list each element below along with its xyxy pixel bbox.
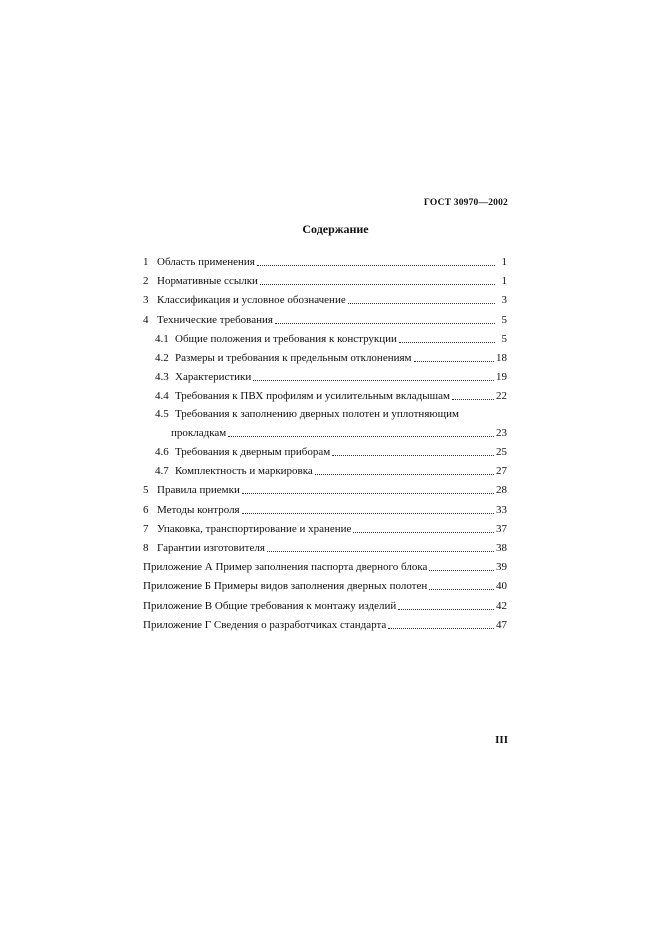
toc-appendix-title: Приложение Г Сведения о разработчиках стандарта bbox=[143, 618, 387, 631]
toc-entry-4-3[interactable] bbox=[143, 367, 507, 386]
toc-entry-title: Комплектность и маркировка bbox=[175, 465, 313, 478]
toc-leader-dots bbox=[267, 539, 494, 552]
toc-entry-2[interactable] bbox=[143, 271, 507, 290]
toc-entry-number: 1 bbox=[143, 256, 149, 268]
toc-entry-title: Гарантии изготовителя bbox=[157, 542, 265, 555]
toc-entry-number: 6 bbox=[143, 503, 149, 516]
toc-entry-page: 23 bbox=[496, 426, 507, 439]
toc-entry-number: 3 bbox=[143, 294, 149, 307]
toc-entry-number: 2 bbox=[143, 275, 149, 288]
toc-appendix-v[interactable] bbox=[143, 596, 507, 615]
toc-entry-page: 18 bbox=[496, 352, 507, 365]
toc-entry-title: Методы контроля bbox=[157, 503, 240, 516]
toc-entry-page: 33 bbox=[496, 503, 507, 516]
toc-entry-number: 4.6 bbox=[155, 446, 169, 459]
toc-entry-1[interactable] bbox=[143, 252, 507, 271]
toc-entry-title: Характеристики bbox=[175, 371, 252, 384]
toc-appendix-title: Приложение Б Примеры видов заполнения дверных полотен bbox=[143, 580, 428, 593]
toc-entry-page: 5 bbox=[501, 313, 507, 326]
toc-leader-dots bbox=[253, 368, 494, 381]
toc-leader-dots bbox=[228, 424, 494, 437]
document-code: ГОСТ 30970—2002 bbox=[423, 198, 508, 208]
toc-entry-number: 4.4 bbox=[155, 390, 169, 403]
toc-appendix-page: 40 bbox=[496, 580, 507, 593]
toc-entry-4-7[interactable] bbox=[143, 461, 507, 480]
toc-leader-dots bbox=[353, 520, 494, 533]
toc-entry-3[interactable] bbox=[143, 290, 507, 309]
toc-leader-dots bbox=[242, 501, 494, 514]
toc-entry-number: 4.7 bbox=[155, 465, 169, 478]
toc-leader-dots bbox=[388, 616, 494, 629]
toc-entry-number: 4.1 bbox=[155, 332, 169, 345]
toc-entry-title: Упаковка, транспортирование и хранение bbox=[157, 522, 352, 535]
toc-appendix-g[interactable] bbox=[143, 615, 507, 634]
toc-leader-dots bbox=[452, 387, 494, 400]
toc-entry-page: 27 bbox=[496, 465, 507, 478]
toc-appendix-a[interactable] bbox=[143, 557, 507, 576]
toc-appendix-b[interactable] bbox=[143, 576, 507, 595]
toc-leader-dots bbox=[275, 311, 495, 324]
toc-entry-title: Требования к дверным приборам bbox=[175, 446, 331, 459]
toc-entry-page: 28 bbox=[496, 484, 507, 497]
toc-leader-dots bbox=[315, 462, 494, 475]
toc-entry-page: 22 bbox=[496, 390, 507, 403]
toc-entry-title: Классификация и условное обозначение bbox=[157, 294, 346, 307]
toc-entry-page: 3 bbox=[501, 294, 507, 307]
toc-entry-4-4[interactable] bbox=[143, 386, 507, 405]
toc-entry-4-5[interactable] bbox=[143, 406, 507, 442]
toc-entry-title: Размеры и требования к предельным отклонениям bbox=[175, 352, 412, 365]
toc-appendix-title: Приложение А Пример заполнения паспорта дверного блока bbox=[143, 561, 428, 574]
toc-entry-5[interactable] bbox=[143, 480, 507, 499]
toc-entry-number: 7 bbox=[143, 522, 149, 535]
toc-entry-title: Область применения bbox=[157, 256, 255, 268]
page-number: III bbox=[495, 734, 508, 746]
toc-appendix-page: 42 bbox=[496, 599, 507, 612]
toc-leader-dots bbox=[260, 272, 495, 285]
toc-entry-4[interactable] bbox=[143, 310, 507, 329]
toc-leader-dots bbox=[429, 558, 494, 571]
toc-entry-title: Требования к ПВХ профилям и усилительным вкладышам bbox=[175, 390, 450, 403]
toc-entry-page: 38 bbox=[496, 542, 507, 555]
toc-appendix-page: 39 bbox=[496, 561, 507, 574]
toc-entry-4-1[interactable] bbox=[143, 329, 507, 348]
toc-entry-page: 1 bbox=[501, 256, 507, 268]
toc-title: Содержание bbox=[302, 222, 369, 236]
toc-entry-title: Технические требования bbox=[157, 313, 273, 326]
toc-entry-number: 8 bbox=[143, 542, 149, 555]
toc-entry-8[interactable] bbox=[143, 538, 507, 557]
toc-entry-title: Нормативные ссылки bbox=[157, 275, 258, 288]
toc-leader-dots bbox=[348, 291, 495, 304]
toc-leader-dots bbox=[398, 597, 494, 610]
toc-entry-page: 25 bbox=[496, 446, 507, 459]
table-of-contents bbox=[143, 252, 507, 634]
toc-entry-number: 5 bbox=[143, 484, 149, 497]
toc-leader-dots bbox=[242, 481, 494, 494]
toc-entry-page: 1 bbox=[501, 275, 507, 288]
toc-entry-number: 4.3 bbox=[155, 371, 169, 384]
toc-entry-6[interactable] bbox=[143, 500, 507, 519]
toc-entry-page: 37 bbox=[496, 522, 507, 535]
toc-entry-4-2[interactable] bbox=[143, 348, 507, 367]
toc-entry-page: 5 bbox=[501, 332, 507, 345]
toc-appendix-title: Приложение В Общие требования к монтажу изделий bbox=[143, 599, 397, 612]
toc-entry-number: 4.2 bbox=[155, 352, 169, 365]
toc-entry-title: Требования к заполнению дверных полотен и уплотняющим bbox=[175, 407, 459, 420]
toc-entry-title: Общие положения и требования к конструкции bbox=[175, 332, 397, 345]
toc-entry-number: 4.5 bbox=[155, 407, 169, 420]
toc-leader-dots bbox=[429, 577, 494, 590]
toc-appendix-page: 47 bbox=[496, 618, 507, 631]
toc-entry-title: Правила приемки bbox=[157, 484, 240, 497]
toc-entry-number: 4 bbox=[143, 313, 149, 326]
toc-entry-title-continuation: прокладкам bbox=[171, 426, 227, 439]
toc-leader-dots bbox=[414, 349, 495, 362]
toc-entry-4-6[interactable] bbox=[143, 442, 507, 461]
toc-entry-page: 19 bbox=[496, 371, 507, 384]
toc-leader-dots bbox=[399, 330, 495, 343]
toc-leader-dots bbox=[257, 253, 495, 266]
toc-entry-7[interactable] bbox=[143, 519, 507, 538]
toc-leader-dots bbox=[332, 443, 494, 456]
